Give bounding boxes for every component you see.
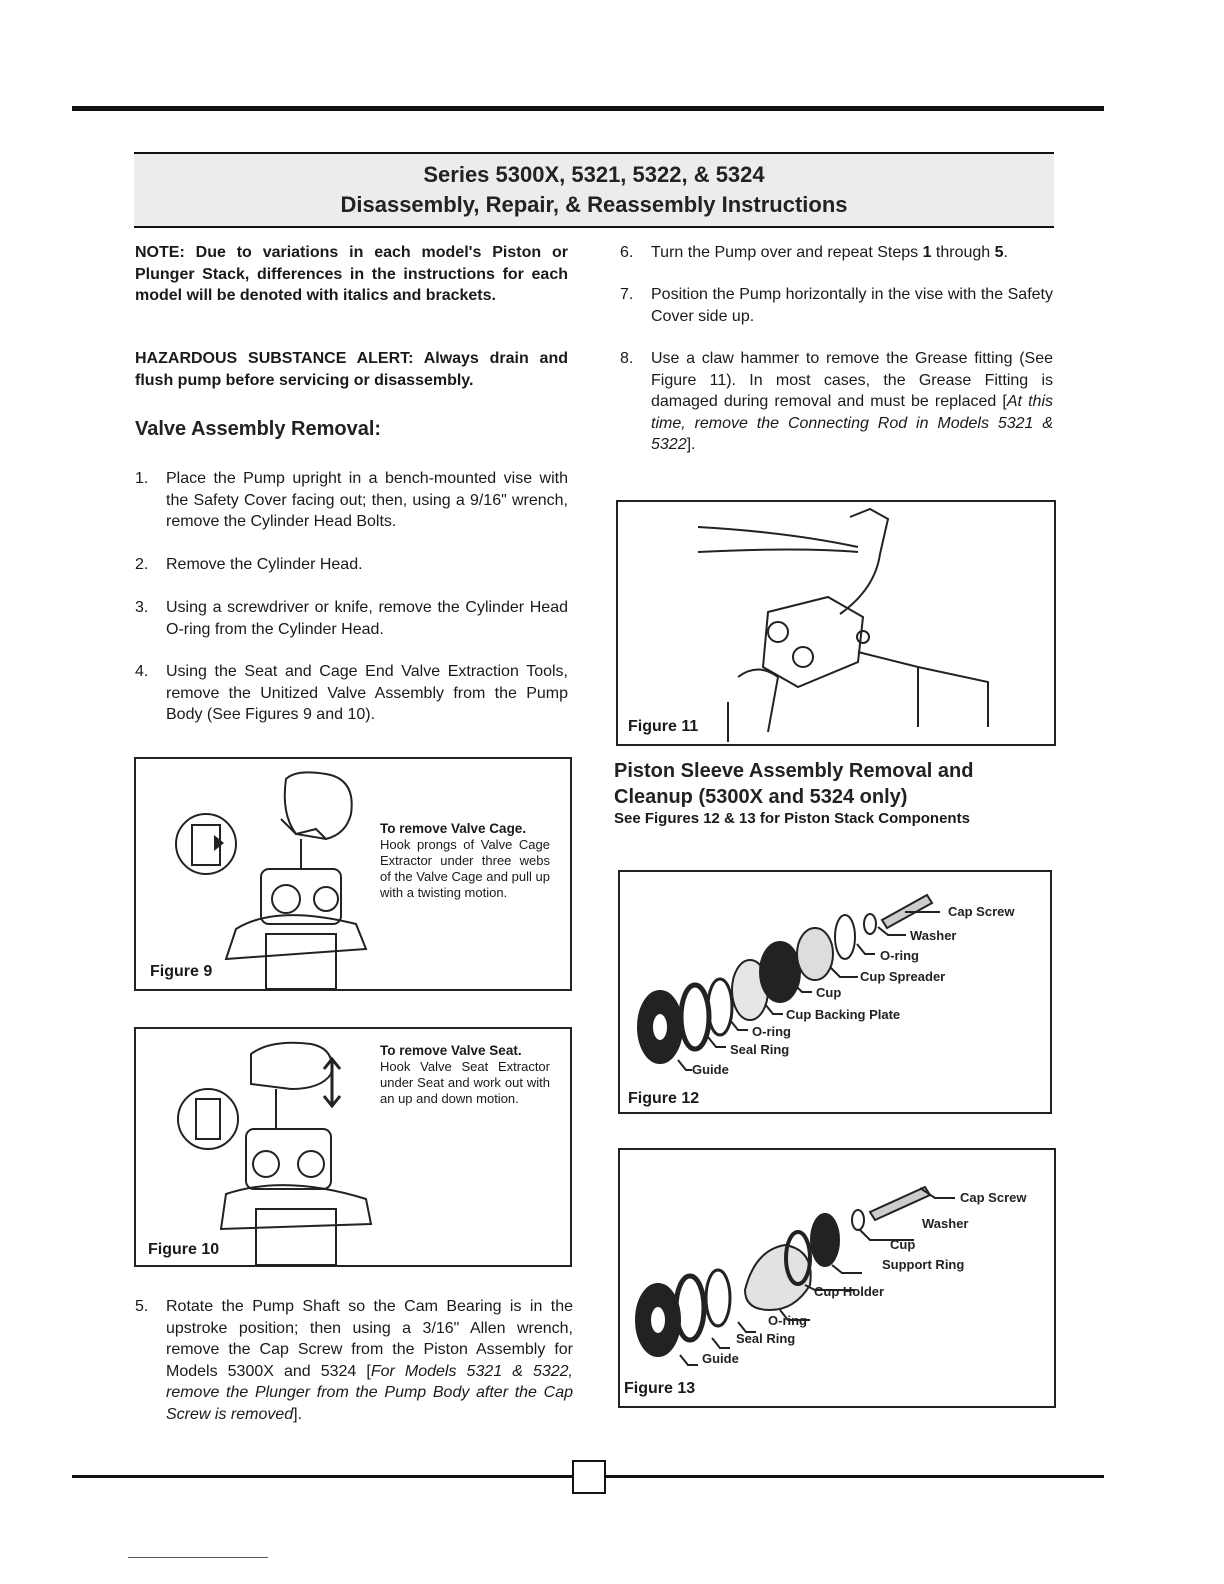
part-label-washer: Washer [922,1216,969,1231]
header-title-line1: Series 5300X, 5321, 5322, & 5324 [423,162,765,187]
step-text [651,348,1053,456]
step-number: 2. [135,556,149,573]
document-header [134,152,1054,228]
step-text-a: Turn the Pump over and repeat Steps [651,244,923,261]
piston-section-title: Piston Sleeve Assembly Removal and Cleanup (5300X and 5324 only) [614,760,974,808]
step-number: 3. [135,599,149,616]
step-text: Remove the Cylinder Head. [166,556,363,573]
piston-stack-diagram-13 [620,1150,1054,1406]
step-6 [620,242,1053,264]
step-text: Place the Pump upright in a bench-mounted vise with the Safety Cover facing out; then, using a 9/16" wrench, remove the Cylinder Head Bolts. [166,470,568,530]
step-text-italic: For Models 5321 & 5322, remove the Plunger from the Pump Body after the Cap Screw is removed [166,1362,573,1423]
step-text-end: ]. [686,436,696,453]
part-label-o-ring: O-ring [768,1313,807,1328]
figure-12 [618,870,1052,1114]
step-1 [135,468,568,534]
header-title-line2: Disassembly, Repair, & Reassembly Instructions [340,192,848,217]
step-text-plain: Use a claw hammer to remove the Grease fitting (See Figure 11). In most cases, the Grease Fitting is damaged during removal and must be replaced [ [651,350,1053,410]
hammer-illustration [618,502,1054,744]
step-text-end: ]. [293,1405,303,1423]
valve-section-title: Valve Assembly Removal: [135,418,382,440]
figure-9-callout [380,821,550,901]
step-text [166,1296,573,1425]
step-number: 5. [135,1298,149,1315]
step-8 [620,348,1053,458]
step-text-italic: At this time, remove the Connecting Rod in Models 5321 & 5322 [651,393,1054,453]
part-label-cup-spreader: Cup Spreader [860,969,946,984]
part-label-o-ring: O-ring [880,948,919,963]
step-text-b: through [931,244,995,261]
step-text-c: . [1003,244,1008,261]
part-label-guide: Guide [702,1351,739,1366]
figure-10-callout [380,1043,550,1107]
part-label-cup: Cup [890,1237,916,1252]
part-label-cup: Cup [816,985,842,1000]
page-number-box [572,1460,606,1494]
step-ref-1: 1 [922,244,932,261]
note-paragraph: NOTE: Due to variations in each model's Piston or Plunger Stack, differences in the instructions for each model will be denoted with italics and brackets. [135,244,568,304]
step-3 [135,597,568,641]
step-number: 1. [135,470,149,487]
part-label-seal-ring: Seal Ring [736,1331,796,1346]
figure-12-label: Figure 12 [628,1090,700,1107]
figure-11-label: Figure 11 [628,718,699,735]
valve-seat-illustration [166,1029,406,1265]
part-label-seal-ring: Seal Ring [730,1042,790,1057]
step-7 [620,284,1053,328]
bottom-rule-left [72,1475,574,1478]
step-ref-5: 5 [994,244,1004,261]
part-label-washer: Washer [910,928,957,943]
figure-11 [616,500,1056,746]
callout-title: To remove Valve Cage. [380,821,527,836]
figure-9 [134,757,572,991]
footer-link-underline [128,1557,268,1558]
step-2 [135,554,568,576]
step-text: Position the Pump horizontally in the vise with the Safety Cover side up. [651,286,1053,325]
step-text [651,242,1053,264]
part-label-o-ring-2: O-ring [752,1024,791,1039]
step-4 [135,661,568,727]
part-label-cap-screw: Cap Screw [960,1190,1027,1205]
step-text: Using a screwdriver or knife, remove the Cylinder Head O-ring from the Cylinder Head. [166,599,568,638]
hazard-alert: HAZARDOUS SUBSTANCE ALERT: Always drain and flush pump before servicing or disassembly. [135,350,568,389]
step-5 [135,1296,573,1428]
part-label-cup-holder: Cup Holder [814,1284,885,1299]
callout-text: Hook prongs of Valve Cage Extractor under three webs of the Valve Cage and pull up with a twisting motion. [380,837,550,900]
part-label-support-ring: Support Ring [882,1257,965,1272]
part-label-cup-backing-plate: Cup Backing Plate [786,1007,901,1022]
bottom-rule-right [606,1475,1104,1478]
piston-stack-diagram-12 [620,872,1050,1112]
figure-9-label: Figure 9 [150,963,213,980]
step-number: 4. [135,663,149,680]
figure-10-label: Figure 10 [148,1241,220,1258]
figure-10 [134,1027,572,1267]
step-text-plain: Rotate the Pump Shaft so the Cam Bearing is in the upstroke position; then using a 3/16" Allen wrench, remove the Cap Screw from the Piston Assembly for Models 5300X and 5324 [ [166,1298,573,1380]
step-number: 8. [620,350,634,367]
step-number: 6. [620,244,634,261]
figure-13 [618,1148,1056,1408]
figure-13-label: Figure 13 [624,1380,696,1397]
step-text: Using the Seat and Cage End Valve Extraction Tools, remove the Unitized Valve Assembly from the Pump Body (See Figures 9 and 10). [166,663,568,723]
piston-section-subtitle: See Figures 12 & 13 for Piston Stack Components [614,810,970,827]
callout-title: To remove Valve Seat. [380,1043,522,1058]
part-label-cap-screw: Cap Screw [948,904,1015,919]
top-rule [72,106,1104,111]
valve-cage-illustration [166,759,406,989]
callout-text: Hook Valve Seat Extractor under Seat and work out with an up and down motion. [380,1059,550,1106]
part-label-guide: Guide [692,1062,729,1077]
step-number: 7. [620,286,634,303]
